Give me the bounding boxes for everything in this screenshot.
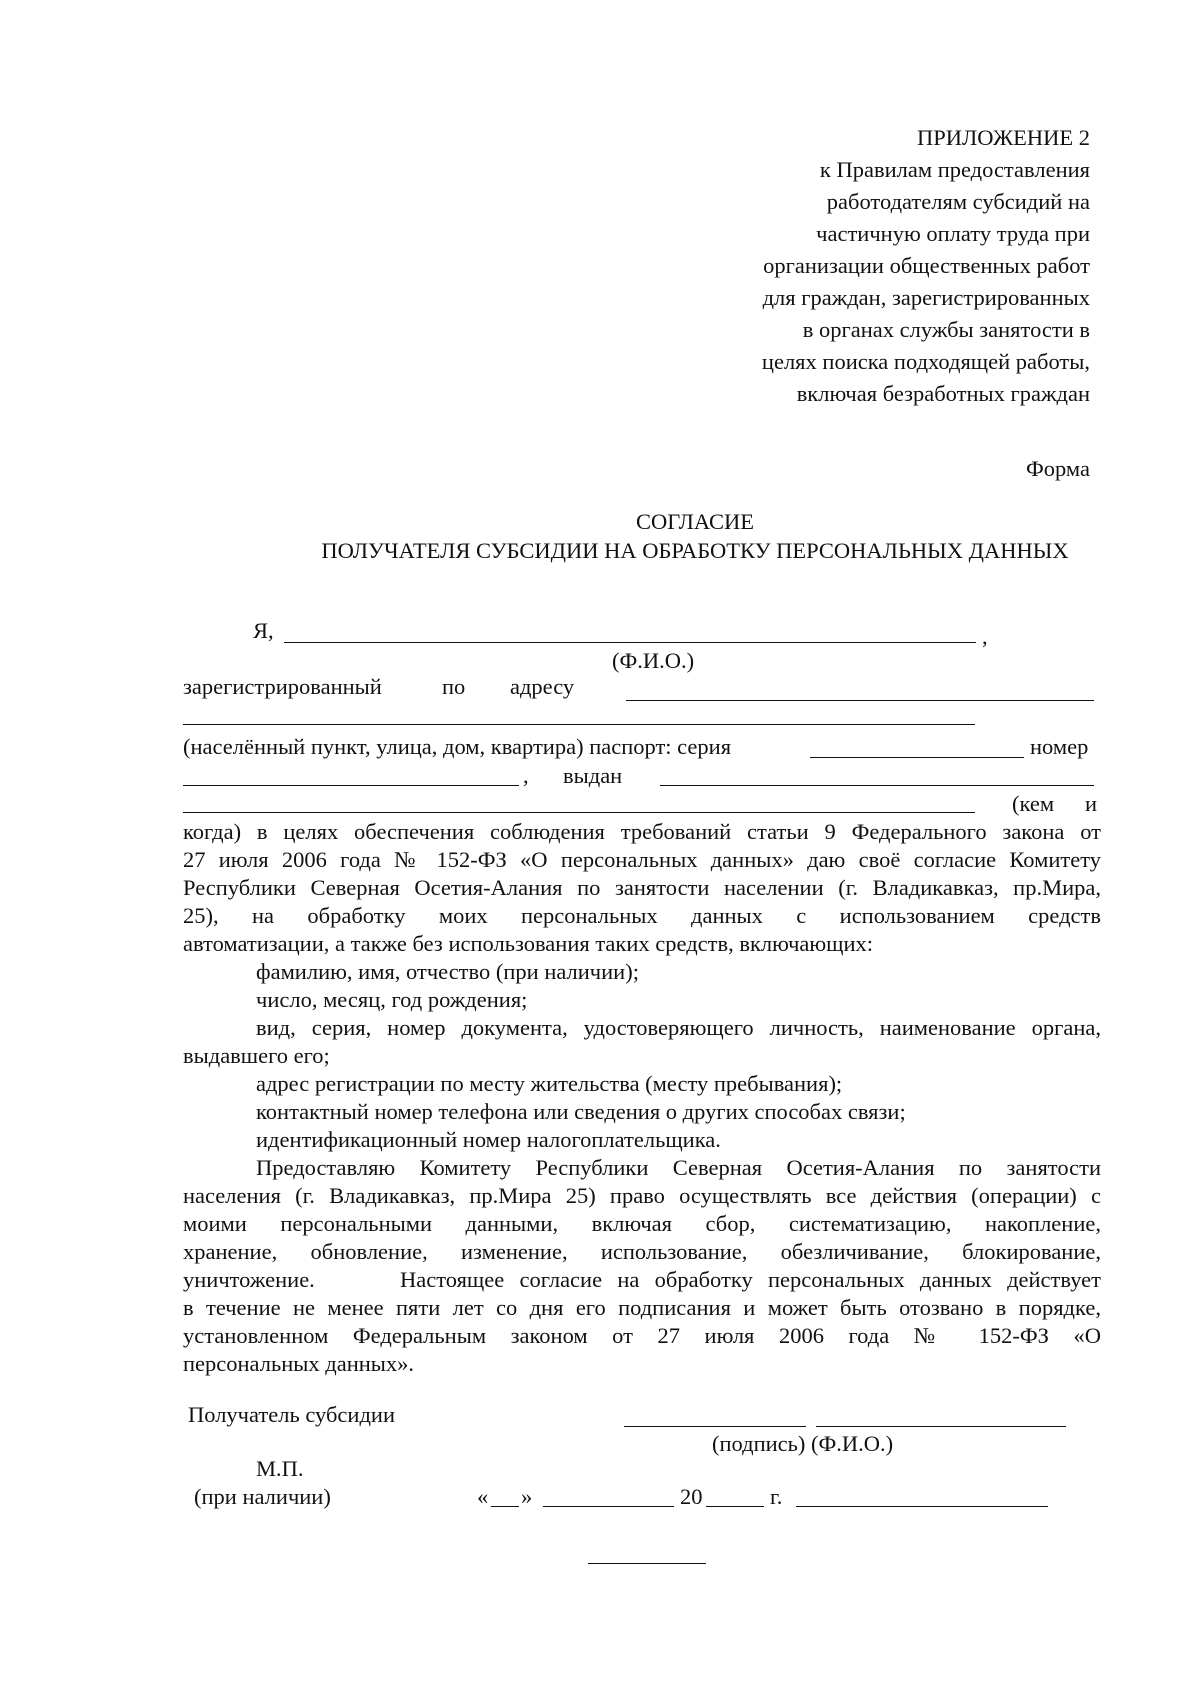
rights-line: уничтожение. [183, 1267, 315, 1292]
date-quote-close: » [521, 1484, 533, 1509]
appendix-line: работодателям субсидий на [826, 189, 1090, 214]
data-item: идентификационный номер налогоплательщика. [256, 1127, 721, 1152]
address-label: адресу [510, 674, 575, 699]
date-year-prefix: 20 [680, 1484, 703, 1509]
fio-input-line[interactable] [284, 642, 976, 643]
issued-label: выдан [563, 763, 623, 788]
ya-label: Я, [253, 618, 274, 643]
stamp-label: М.П. [256, 1456, 304, 1481]
if-any-label: (при наличии) [194, 1484, 331, 1509]
signature-fio-line[interactable] [816, 1426, 1066, 1427]
body-line: 27 июля 2006 года № 152-ФЗ «О персональных данных» даю своё согласие Комитету [183, 847, 1101, 872]
date-quote-open: « [477, 1484, 489, 1509]
rights-line: населения (г. Владикавказ, пр.Мира 25) право осуществлять все действия (операции) с [183, 1183, 1101, 1208]
rights-line: Настоящее согласие на обработку персональных данных действует [400, 1267, 1101, 1292]
date-extra-line[interactable] [796, 1506, 1048, 1507]
data-item-continued: выдавшего его; [183, 1043, 330, 1068]
rights-line: Предоставляю Комитету Республики Северная Осетия-Алания по занятости [256, 1155, 1101, 1180]
address-input-line[interactable] [626, 700, 1094, 701]
address-caption: (населённый пункт, улица, дом, квартира) паспорт: серия [183, 734, 732, 759]
po-label: по [442, 674, 466, 699]
date-day-line[interactable] [491, 1506, 519, 1507]
address-input-line-2[interactable] [183, 724, 975, 725]
closing-divider [588, 1563, 706, 1564]
appendix-line: для граждан, зарегистрированных [762, 285, 1090, 310]
kem-label: (кем [1012, 791, 1055, 816]
appendix-line: к Правилам предоставления [819, 157, 1090, 182]
passport-number-line[interactable] [183, 785, 519, 786]
appendix-line: в органах службы занятости в [802, 317, 1090, 342]
document-title: СОГЛАСИЕ [636, 509, 754, 534]
body-line: Республики Северная Осетия-Алания по занятости населении (г. Владикавказ, пр.Мира, [183, 875, 1101, 900]
data-item: число, месяц, год рождения; [256, 987, 528, 1012]
appendix-header [670, 122, 1090, 410]
fio-comma: , [982, 624, 988, 649]
rights-line: в течение не менее пяти лет со дня его подписания и может быть отозвано в порядке, [183, 1295, 1101, 1320]
body-line: 25), на обработку моих персональных данных с использованием средств [183, 903, 1101, 928]
rights-line: персональных данных». [183, 1351, 415, 1376]
data-item: фамилию, имя, отчество (при наличии); [256, 959, 639, 984]
issued-by-line[interactable] [660, 785, 1094, 786]
form-label: Форма [1025, 456, 1090, 481]
appendix-line: целях поиска подходящей работы, [761, 349, 1090, 374]
fio-caption: (Ф.И.О.) [612, 648, 695, 673]
signature-caption: (подпись) (Ф.И.О.) [712, 1431, 894, 1456]
date-month-line[interactable] [543, 1506, 674, 1507]
passport-series-line[interactable] [810, 757, 1024, 758]
recipient-label: Получатель субсидии [188, 1402, 395, 1427]
rights-line: моими персональными данными, включая сбор, систематизацию, накопление, [183, 1211, 1101, 1236]
appendix-title: ПРИЛОЖЕНИЕ 2 [917, 125, 1090, 150]
registered-label: зарегистрированный [183, 674, 382, 699]
document-subtitle: ПОЛУЧАТЕЛЯ СУБСИДИИ НА ОБРАБОТКУ ПЕРСОНАЛЬНЫХ ДАННЫХ [321, 538, 1069, 563]
rights-line: хранение, обновление, изменение, использование, обезличивание, блокирование, [183, 1239, 1101, 1264]
data-item: адрес регистрации по месту жительства (месту пребывания); [256, 1071, 843, 1096]
appendix-line: организации общественных работ [763, 253, 1090, 278]
appendix-line: включая безработных граждан [796, 381, 1090, 406]
appendix-line: частичную оплату труда при [816, 221, 1090, 246]
signature-line[interactable] [624, 1426, 806, 1427]
issued-by-line-2[interactable] [183, 812, 975, 813]
data-item: вид, серия, номер документа, удостоверяющего личность, наименование органа, [256, 1015, 1101, 1040]
date-year-line[interactable] [706, 1506, 764, 1507]
body-line: когда) в целях обеспечения соблюдения требований статьи 9 Федерального закона от [183, 819, 1101, 844]
date-year-suffix: г. [770, 1484, 783, 1509]
body-line: автоматизации, а также без использования таких средств, включающих: [183, 931, 874, 956]
issued-comma: , [523, 763, 529, 788]
i-label: и [1085, 791, 1098, 816]
number-label: номер [1030, 734, 1089, 759]
rights-line: установленном Федеральным законом от 27 июля 2006 года № 152-ФЗ «О [183, 1323, 1101, 1348]
data-item: контактный номер телефона или сведения о других способах связи; [256, 1099, 906, 1124]
